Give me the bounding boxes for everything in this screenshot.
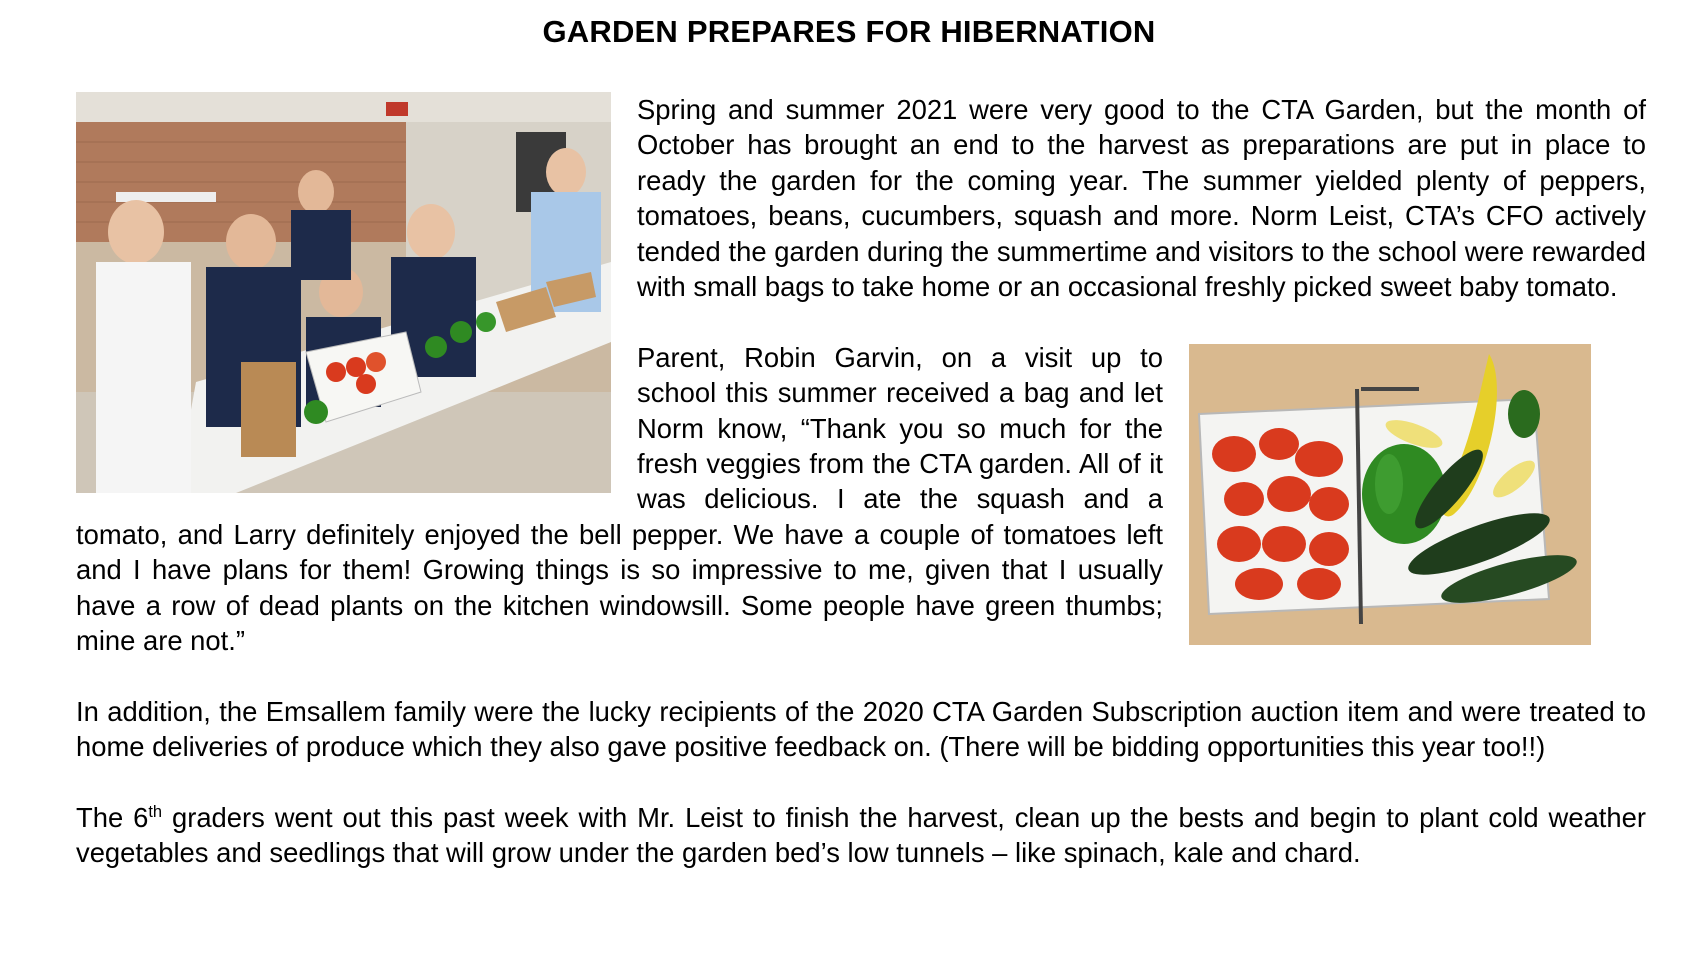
- paragraph-1: Spring and summer 2021 were very good to the CTA Garden, but the month of October has brought an end to the harvest as preparations are put in place to ready the garden for the coming year. The summer yielded plenty of peppers, tomatoes, beans, cucumbers, squash and more. Norm Leist, CTA’s CFO actively tended the garden during the summertime and visitors to the school were rewarded with small bags to take home or an occasional freshly picked sweet baby tomato.: [637, 94, 1646, 303]
- article-title: GARDEN PREPARES FOR HIBERNATION: [542, 14, 1156, 49]
- article-body: [76, 92, 1646, 906]
- ordinal-suffix: th: [148, 802, 163, 821]
- vegetable-box-photo: [1189, 344, 1591, 645]
- paragraph-4-rest: graders went out this past week with Mr. Leist to finish the harvest, clean up the bests and begin to plant cold weather vegetables and seedlings that will grow under the garden bed’s low tunnels – like spinach, kale and chard.: [76, 802, 1646, 869]
- paragraph-4-start: The 6: [76, 802, 149, 834]
- paragraph-4: [76, 800, 1646, 871]
- paragraph-2: Parent, Robin Garvin, on a visit up to school this summer received a bag and let Norm know, “Thank you so much for the fresh veggies from the CTA garden. All of it was delicious. I ate the squash and a tomato, and Larry definitely enjoyed the bell pepper. We have a couple of tomatoes left and I have plans for them! Growing things is so impressive to me, given that I usually have a row of dead plants on the kitchen windowsill. Some people have green thumbs; mine are not.”: [76, 341, 1163, 657]
- students-harvest-photo: [76, 92, 611, 493]
- paragraph-3: In addition, the Emsallem family were the lucky recipients of the 2020 CTA Garden Subscription auction item and were treated to home deliveries of produce which they also gave positive feedback on. (There will be bidding opportunities this year too!!): [76, 695, 1646, 763]
